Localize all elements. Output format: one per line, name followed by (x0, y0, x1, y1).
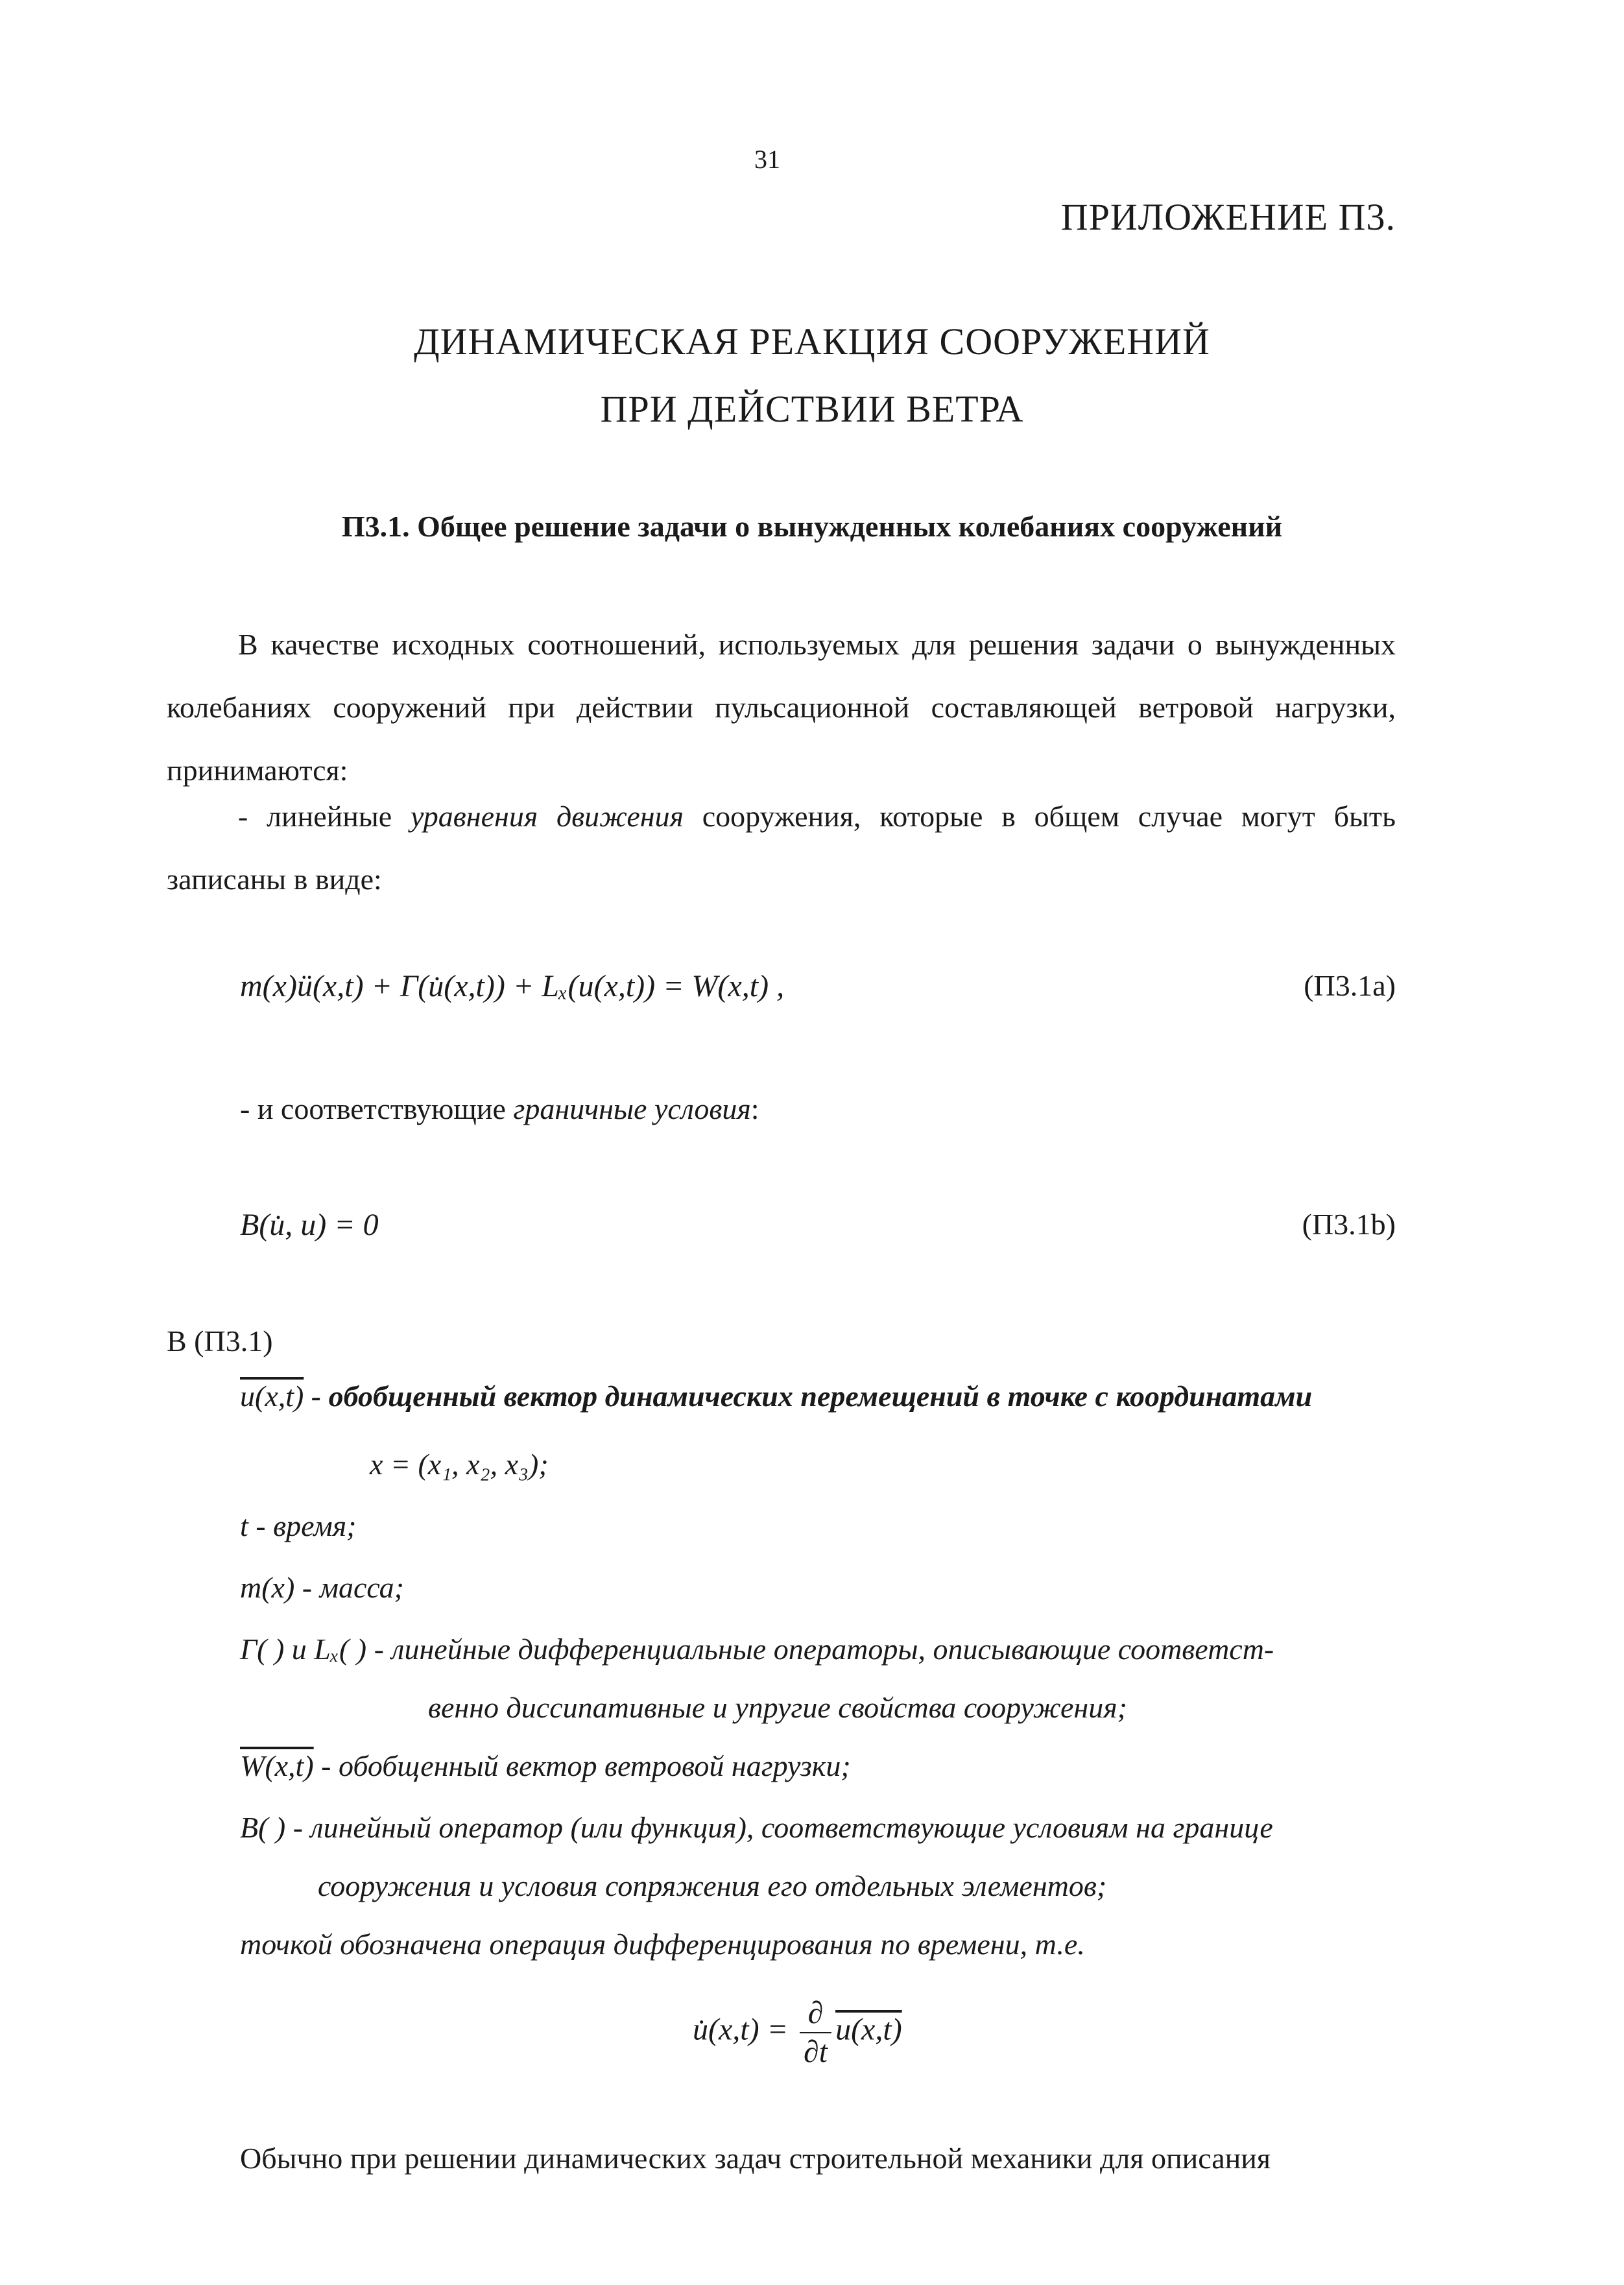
emphasis-text: граничные условия (513, 1092, 751, 1125)
appendix-heading: ПРИЛОЖЕНИЕ П3. (1060, 196, 1396, 238)
equation-rhs: u(x,t) (835, 2012, 902, 2047)
definition-time: t - время; (240, 1509, 357, 1542)
chapter-title-line-2: ПРИ ДЕЙСТВИИ ВЕТРА (600, 388, 1024, 430)
equation-time-derivative (693, 1994, 902, 2070)
definition-operators: Г( ) и Lₓ( ) - линейные дифференциальные операторы, описывающие соответст- (240, 1633, 1274, 1666)
paragraph-boundary-conditions (240, 1091, 759, 1127)
definition-text: - обобщенный вектор ветровой нагрузки; (313, 1749, 851, 1782)
definition-dot-notation: точкой обозначена операция дифференцирования по времени, т.е. (240, 1928, 1085, 1961)
definition-mass: m(x) - масса; (240, 1571, 404, 1604)
paragraph-closing: Обычно при решении динамических задач строительной механики для описания (240, 2142, 1271, 2175)
page-number: 31 (754, 145, 780, 174)
section-heading: П3.1. Общее решение задачи о вынужденных колебаниях сооружений (341, 510, 1283, 543)
definition-boundary-operator: В( ) - линейный оператор (или функция), соответствующие условиям на границе (240, 1811, 1273, 1844)
paragraph-text: - и соответствующие (240, 1092, 514, 1125)
definition-operators-cont: венно диссипативные и упругие свойства сооружения; (428, 1691, 1127, 1724)
definition-wind-load (240, 1748, 851, 1784)
paragraph-equations-of-motion (167, 785, 1396, 911)
symbol-u: u(x,t) (240, 1380, 304, 1413)
fraction-denominator: ∂t (804, 2034, 828, 2069)
definition-coordinates: x = (x₁, x₂, x₃); (370, 1448, 549, 1481)
emphasis-text: уравнения движения (410, 800, 684, 833)
equation-lhs: u̇(x,t) = (693, 2012, 796, 2047)
paragraph-text: : (750, 1092, 759, 1125)
equation-p3-1a: m(x)ü(x,t) + Γ(u̇(x,t)) + Lₓ(u(x,t)) = W(x,t) , (240, 969, 785, 1003)
paragraph-intro: В качестве исходных соотношений, используемых для решения задачи о вынужденных колебаниях сооружений при действии пульсационной составляющей ветровой нагрузки, принимаются: (167, 628, 1396, 787)
fraction-numerator: ∂ (800, 1994, 831, 2033)
symbol-w: W(x,t) (240, 1749, 314, 1782)
where-label: В (П3.1) (167, 1324, 273, 1358)
chapter-title-line-1: ДИНАМИЧЕСКАЯ РЕАКЦИЯ СООРУЖЕНИЙ (414, 320, 1210, 363)
definition-text: - обобщенный вектор динамических перемещений в точке с координатами (304, 1380, 1313, 1413)
partial-fraction (800, 1994, 831, 2070)
paragraph-text: сооружения, которые в общем случае могут быть записаны в виде: (167, 800, 1396, 896)
paragraph-text: - линейные (238, 800, 411, 833)
definition-displacement (240, 1378, 1312, 1414)
equation-p3-1b: B(u̇, u) = 0 (240, 1208, 379, 1242)
equation-number-p3-1b: (П3.1b) (1302, 1208, 1396, 1241)
definition-boundary-operator-cont: сооружения и условия сопряжения его отдельных элементов; (318, 1869, 1107, 1902)
equation-number-p3-1a: (П3.1a) (1304, 969, 1396, 1002)
